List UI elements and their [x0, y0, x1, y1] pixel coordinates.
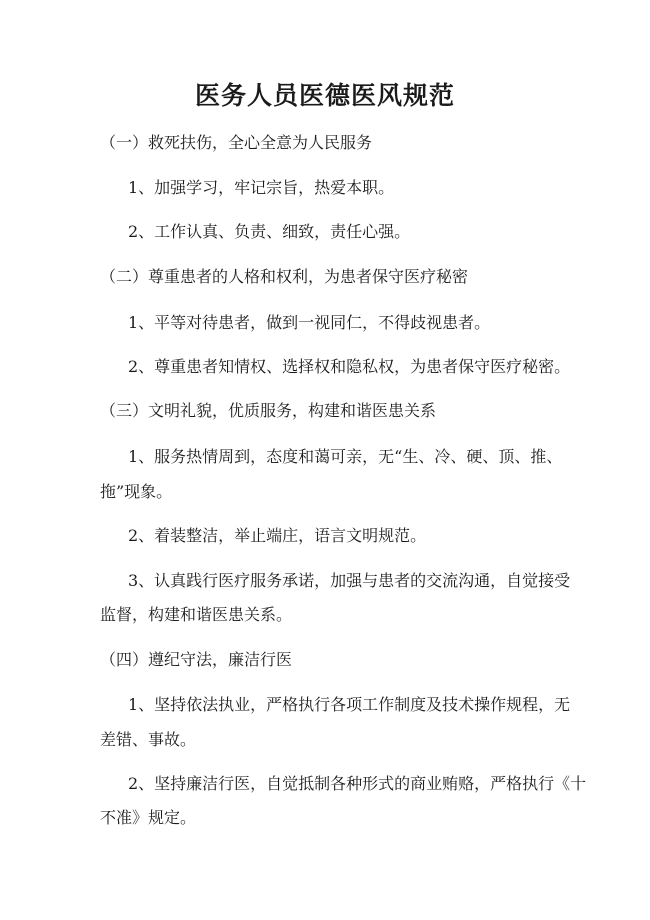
section-heading-3: （三）文明礼貌，优质服务，构建和谐医患关系: [100, 401, 437, 420]
section-1-item-2: 2、工作认真、负责、细致，责任心强。: [128, 222, 411, 241]
section-3-item-3-line-2: 监督，构建和谐医患关系。: [100, 605, 293, 624]
section-3-item-2: 2、着装整洁，举止端庄，语言文明规范。: [128, 526, 427, 545]
document-title: 医务人员医德医风规范: [194, 81, 455, 110]
section-heading-4: （四）遵纪守法，廉洁行医: [100, 650, 293, 669]
section-4-item-1-line-2: 差错、事故。: [100, 730, 197, 749]
section-2-item-1: 1、平等对待患者，做到一视同仁，不得歧视患者。: [128, 313, 491, 332]
section-4-item-2-line-1: 2、坚持廉洁行医，自觉抵制各种形式的商业贿赂，严格执行《十: [128, 774, 587, 793]
section-3-item-1-line-2: 拖”现象。: [100, 482, 173, 501]
section-3-item-1-line-1: 1、服务热情周到，态度和蔼可亲，无“生、冷、硬、顶、推、: [128, 447, 563, 466]
section-1-item-1: 1、加强学习，牢记宗旨，热爱本职。: [128, 178, 395, 197]
section-heading-1: （一）救死扶伤，全心全意为人民服务: [100, 133, 373, 152]
section-4-item-1-line-1: 1、坚持依法执业，严格执行各项工作制度及技术操作规程，无: [128, 695, 571, 714]
section-4-item-2-line-2: 不准》规定。: [100, 808, 197, 827]
section-3-item-3-line-1: 3、认真践行医疗服务承诺，加强与患者的交流沟通，自觉接受: [128, 571, 571, 590]
section-2-item-2: 2、尊重患者知情权、选择权和隐私权，为患者保守医疗秘密。: [128, 357, 571, 376]
section-heading-2: （二）尊重患者的人格和权利，为患者保守医疗秘密: [100, 267, 469, 286]
